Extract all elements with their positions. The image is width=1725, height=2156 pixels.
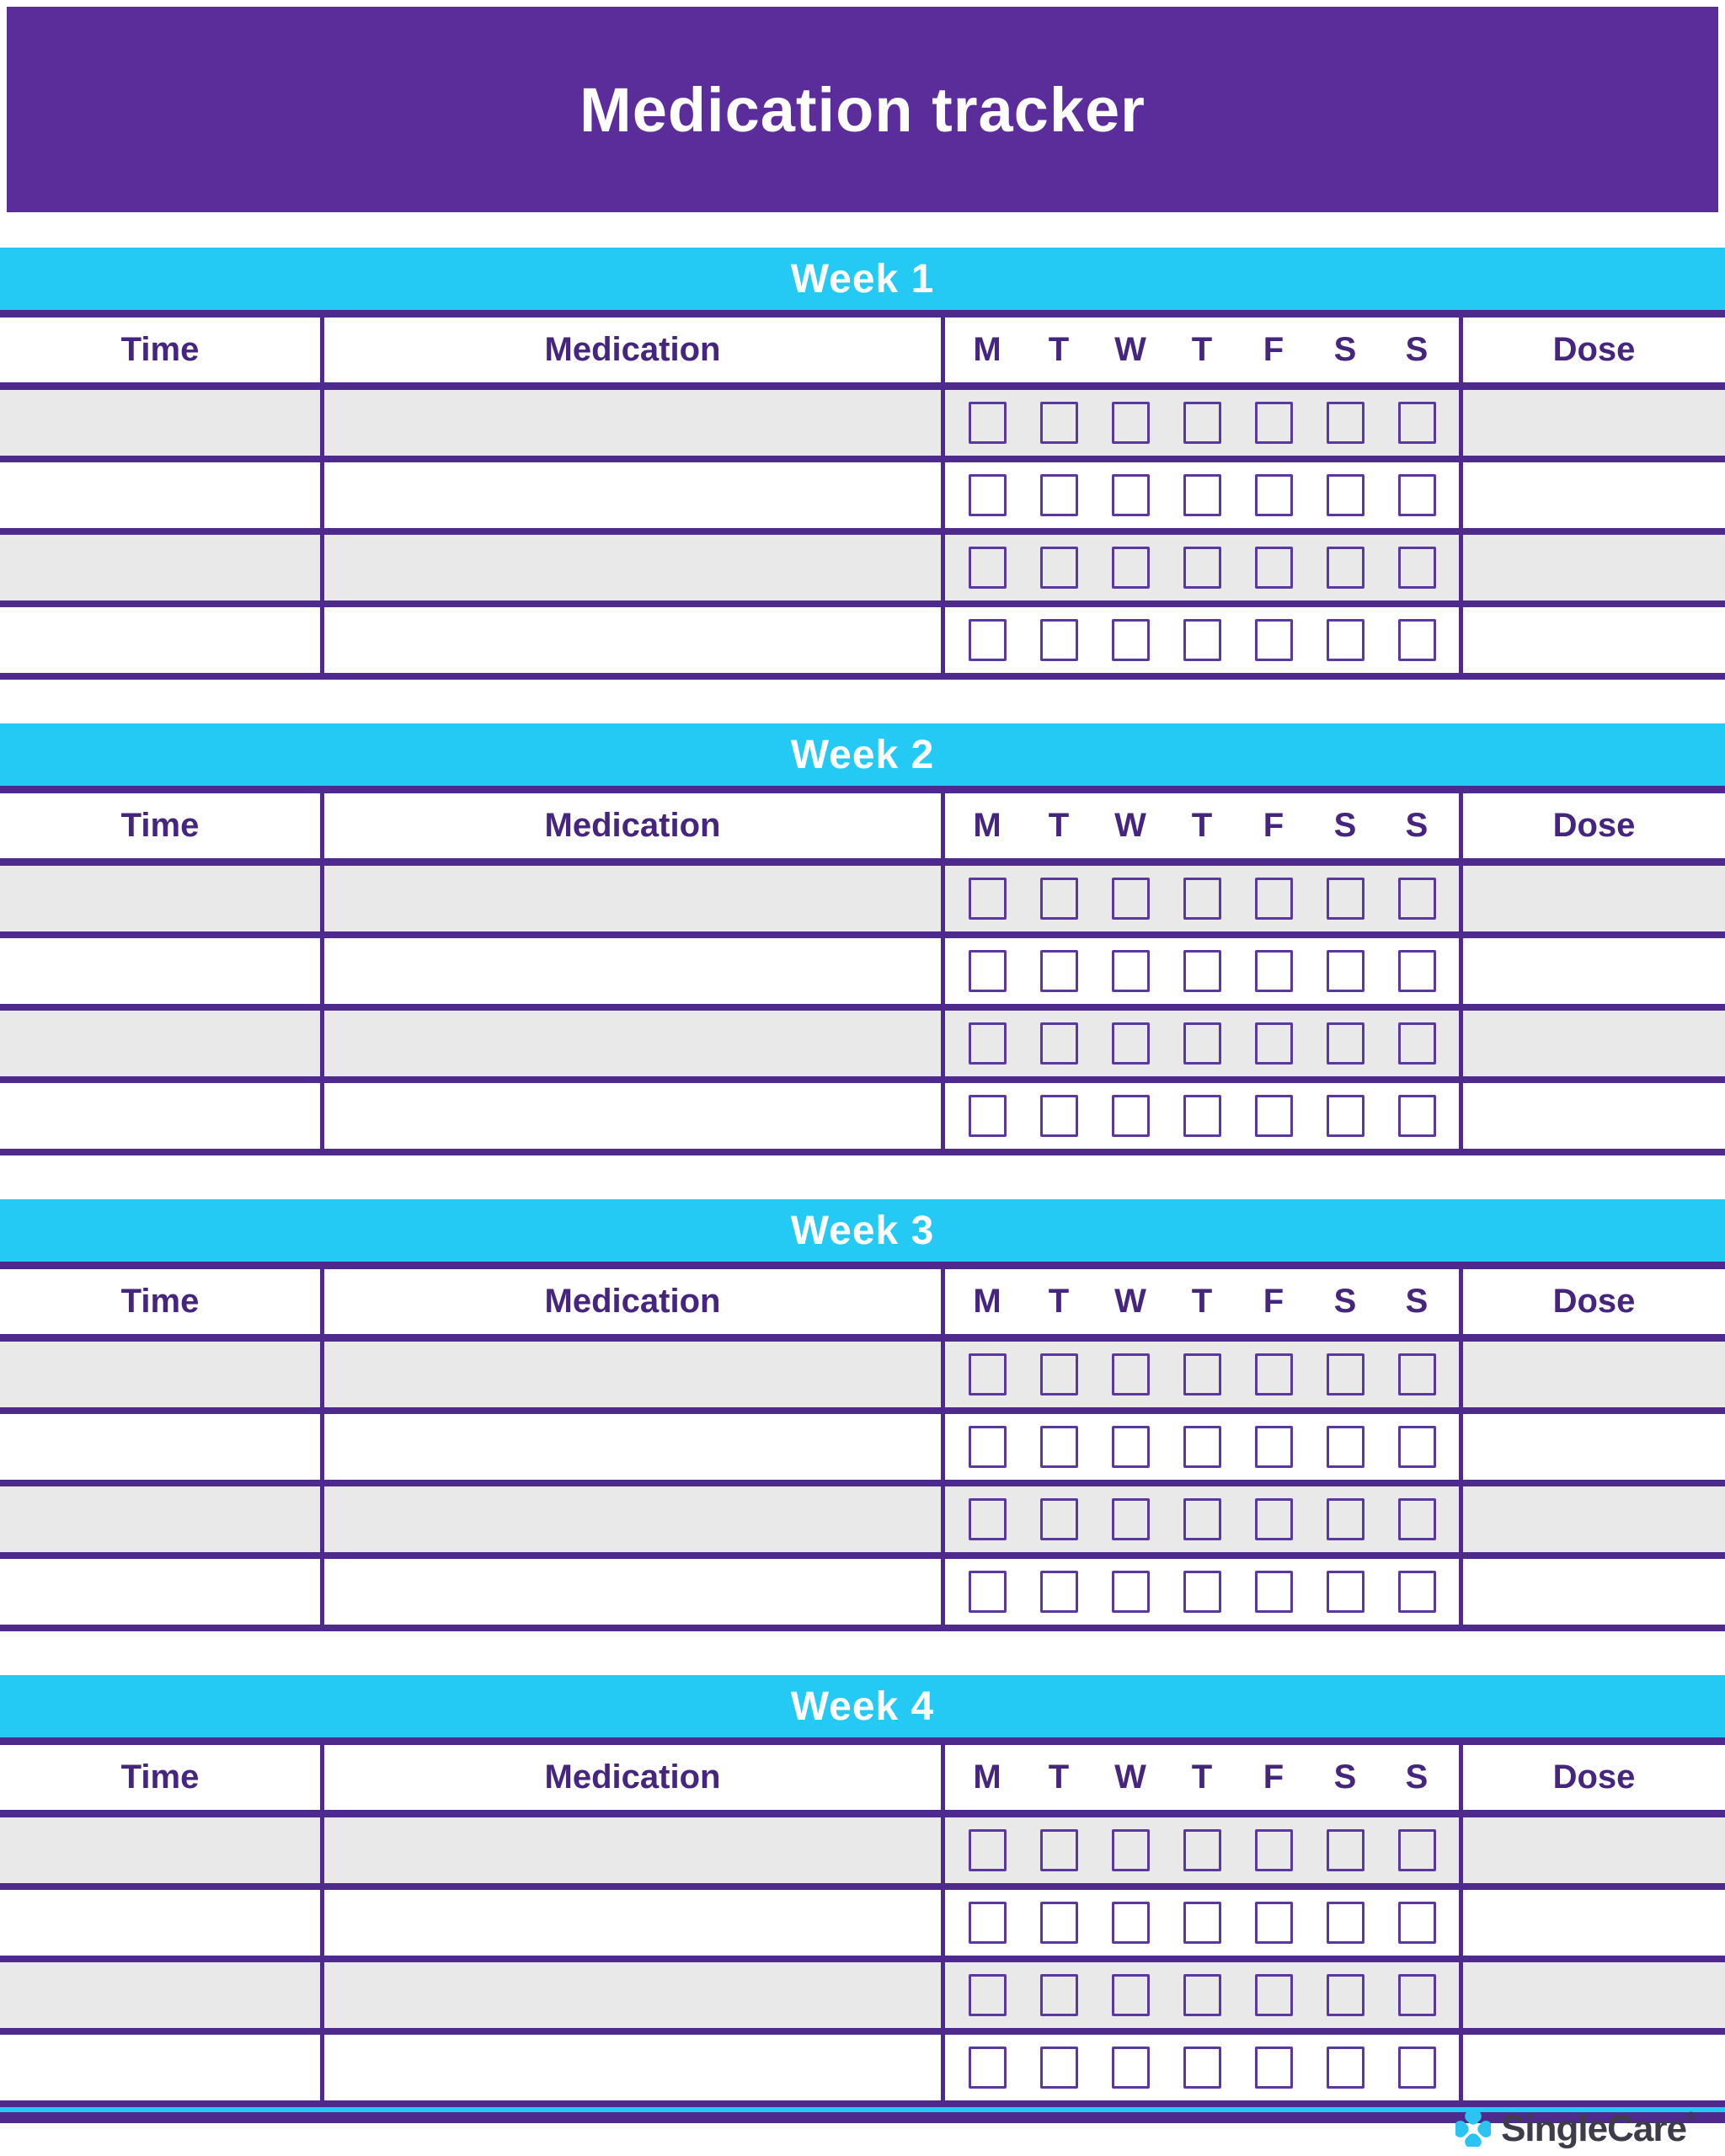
day-checkboxes — [945, 1095, 1459, 1137]
medication-input-cell[interactable] — [324, 1083, 945, 1149]
day-checkbox[interactable] — [1112, 474, 1150, 516]
dose-input-cell[interactable] — [1463, 1817, 1725, 1883]
registered-trademark: ® — [1685, 2110, 1695, 2124]
day-checkbox[interactable] — [1327, 2047, 1365, 2089]
day-checkbox[interactable] — [1112, 547, 1150, 589]
day-checkbox[interactable] — [1112, 1095, 1150, 1137]
day-checkbox[interactable] — [1398, 2047, 1436, 2089]
day-checkbox[interactable] — [1112, 1829, 1150, 1871]
dose-input-cell[interactable] — [1463, 2035, 1725, 2100]
day-checkbox[interactable] — [1183, 2047, 1221, 2089]
day-checkbox[interactable] — [1183, 1095, 1221, 1137]
day-checkbox[interactable] — [1112, 1426, 1150, 1468]
day-checkboxes-cell — [945, 1486, 1463, 1552]
day-letters-header — [945, 1269, 1463, 1334]
table-row — [0, 1559, 1725, 1631]
day-checkbox[interactable] — [1040, 1974, 1078, 2016]
day-checkboxes — [945, 1902, 1459, 1944]
day-checkboxes — [945, 1022, 1459, 1065]
brand-wordmark: SingleCare — [1501, 2108, 1686, 2149]
page-title: Medication tracker — [579, 74, 1146, 145]
day-letter: F — [1263, 807, 1284, 844]
day-checkbox[interactable] — [1327, 402, 1365, 444]
day-checkbox[interactable] — [1398, 619, 1436, 661]
dose-input-cell[interactable] — [1463, 607, 1725, 673]
medication-input-cell[interactable] — [324, 1342, 945, 1407]
day-letters-header — [945, 1745, 1463, 1810]
day-checkboxes-cell — [945, 1559, 1463, 1625]
table-row — [0, 1414, 1725, 1486]
day-checkbox[interactable] — [1183, 619, 1221, 661]
day-checkboxes-cell — [945, 1414, 1463, 1480]
day-checkbox[interactable] — [1398, 1974, 1436, 2016]
weeks-container — [0, 248, 1725, 2123]
day-checkboxes — [945, 1829, 1459, 1871]
dose-input-cell[interactable] — [1463, 938, 1725, 1004]
day-letter: W — [1114, 1758, 1146, 1796]
day-checkbox[interactable] — [1040, 1571, 1078, 1613]
medication-input-cell[interactable] — [324, 866, 945, 931]
day-checkbox[interactable] — [1040, 619, 1078, 661]
day-checkbox[interactable] — [1112, 1022, 1150, 1065]
table-row — [0, 2035, 1725, 2107]
day-checkbox[interactable] — [969, 474, 1007, 516]
week-section — [0, 723, 1725, 1155]
day-letter: M — [973, 807, 1001, 844]
time-input-cell[interactable] — [0, 1486, 324, 1552]
day-letters — [945, 1283, 1459, 1321]
day-checkbox[interactable] — [969, 878, 1007, 920]
day-checkbox[interactable] — [1112, 1571, 1150, 1613]
week-label: Week 3 — [790, 1208, 935, 1253]
day-checkbox[interactable] — [1327, 1571, 1365, 1613]
day-checkbox[interactable] — [1398, 878, 1436, 920]
day-letter: T — [1191, 807, 1213, 844]
day-checkbox[interactable] — [1255, 878, 1293, 920]
day-checkbox[interactable] — [1040, 1829, 1078, 1871]
day-checkbox[interactable] — [1327, 474, 1365, 516]
day-checkbox[interactable] — [1255, 547, 1293, 589]
dose-input-cell[interactable] — [1463, 1011, 1725, 1076]
time-column-header: Time — [0, 1269, 324, 1334]
day-checkbox[interactable] — [1255, 402, 1293, 444]
day-checkboxes — [945, 474, 1459, 516]
time-input-cell[interactable] — [0, 1962, 324, 2028]
dose-input-cell[interactable] — [1463, 1083, 1725, 1149]
day-checkbox[interactable] — [1255, 1974, 1293, 2016]
day-checkbox[interactable] — [1327, 1902, 1365, 1944]
dose-input-cell[interactable] — [1463, 390, 1725, 456]
time-input-cell[interactable] — [0, 462, 324, 528]
day-checkbox[interactable] — [1327, 547, 1365, 589]
week-label: Week 1 — [790, 256, 935, 302]
time-input-cell[interactable] — [0, 1342, 324, 1407]
day-checkbox[interactable] — [1040, 1498, 1078, 1540]
day-checkbox[interactable] — [1183, 1498, 1221, 1540]
day-checkboxes — [945, 950, 1459, 992]
day-letter: M — [973, 1758, 1001, 1796]
medication-input-cell[interactable] — [324, 1559, 945, 1625]
day-checkbox[interactable] — [1183, 1353, 1221, 1396]
day-checkbox[interactable] — [1398, 1829, 1436, 1871]
day-checkboxes-cell — [945, 1962, 1463, 2028]
day-letters-header — [945, 793, 1463, 858]
day-letter: S — [1333, 331, 1357, 368]
day-letters — [945, 807, 1459, 845]
day-letters-header — [945, 318, 1463, 382]
day-checkbox[interactable] — [1255, 2047, 1293, 2089]
day-checkboxes-cell — [945, 1083, 1463, 1149]
day-letters — [945, 331, 1459, 369]
day-checkbox[interactable] — [1327, 1022, 1365, 1065]
day-checkbox[interactable] — [969, 547, 1007, 589]
medication-input-cell[interactable] — [324, 2035, 945, 2100]
dose-input-cell[interactable] — [1463, 535, 1725, 600]
day-checkbox[interactable] — [1183, 547, 1221, 589]
day-checkboxes — [945, 547, 1459, 589]
day-checkbox[interactable] — [1398, 1095, 1436, 1137]
medication-input-cell[interactable] — [324, 1817, 945, 1883]
day-checkbox[interactable] — [1112, 619, 1150, 661]
day-checkbox[interactable] — [1398, 402, 1436, 444]
day-checkbox[interactable] — [1327, 1974, 1365, 2016]
day-checkbox[interactable] — [1040, 950, 1078, 992]
day-letter: T — [1048, 1758, 1070, 1796]
day-letter: S — [1333, 807, 1357, 844]
time-input-cell[interactable] — [0, 535, 324, 600]
day-checkbox[interactable] — [969, 950, 1007, 992]
day-checkbox[interactable] — [1255, 1498, 1293, 1540]
dose-column-header: Dose — [1552, 331, 1636, 368]
day-checkbox[interactable] — [969, 2047, 1007, 2089]
day-letter: S — [1405, 331, 1429, 368]
week-header-bar — [0, 248, 1725, 318]
day-checkbox[interactable] — [1183, 1829, 1221, 1871]
day-checkbox[interactable] — [1398, 1022, 1436, 1065]
table-row — [0, 1083, 1725, 1155]
day-letter: T — [1191, 1283, 1213, 1320]
day-checkbox[interactable] — [1040, 1022, 1078, 1065]
time-input-cell[interactable] — [0, 390, 324, 456]
week-section — [0, 1675, 1725, 2123]
day-checkbox[interactable] — [1255, 1829, 1293, 1871]
week-header-bar — [0, 1675, 1725, 1745]
day-checkbox[interactable] — [1183, 950, 1221, 992]
singlecare-logo-icon — [1455, 2111, 1491, 2147]
day-checkbox[interactable] — [1183, 1571, 1221, 1613]
day-checkbox[interactable] — [1398, 547, 1436, 589]
medication-column-header: Medication — [324, 1269, 945, 1334]
table-row — [0, 462, 1725, 535]
day-checkbox[interactable] — [1398, 950, 1436, 992]
week-header-bar — [0, 1199, 1725, 1269]
medication-column-header: Medication — [324, 1745, 945, 1810]
day-checkboxes-cell — [945, 390, 1463, 456]
day-checkbox[interactable] — [1183, 1974, 1221, 2016]
time-column-header: Time — [0, 793, 324, 858]
day-checkbox[interactable] — [1040, 547, 1078, 589]
table-header-row — [0, 1745, 1725, 1817]
day-checkboxes — [945, 619, 1459, 661]
day-checkbox[interactable] — [1327, 950, 1365, 992]
day-checkbox[interactable] — [1112, 2047, 1150, 2089]
table-header-row — [0, 318, 1725, 390]
week-label: Week 4 — [790, 1684, 935, 1729]
day-checkbox[interactable] — [1255, 619, 1293, 661]
day-checkbox[interactable] — [1183, 402, 1221, 444]
day-checkbox[interactable] — [969, 1974, 1007, 2016]
table-row — [0, 1817, 1725, 1890]
week-label: Week 2 — [790, 732, 935, 777]
day-checkbox[interactable] — [1255, 1902, 1293, 1944]
table-row — [0, 1962, 1725, 2035]
day-checkbox[interactable] — [1040, 878, 1078, 920]
day-checkboxes — [945, 1353, 1459, 1396]
week-table — [0, 318, 1725, 680]
day-letter: S — [1405, 1758, 1429, 1796]
day-checkbox[interactable] — [969, 1353, 1007, 1396]
dose-column-header: Dose — [1552, 1758, 1636, 1796]
day-checkbox[interactable] — [1040, 474, 1078, 516]
medication-input-cell[interactable] — [324, 535, 945, 600]
day-letters — [945, 1758, 1459, 1796]
day-checkbox[interactable] — [1398, 1571, 1436, 1613]
day-checkbox[interactable] — [1327, 1498, 1365, 1540]
day-checkbox[interactable] — [969, 619, 1007, 661]
medication-input-cell[interactable] — [324, 1011, 945, 1076]
table-row — [0, 1890, 1725, 1962]
medication-input-cell[interactable] — [324, 1890, 945, 1956]
day-checkboxes-cell — [945, 607, 1463, 673]
day-letter: F — [1263, 331, 1284, 368]
day-letter: S — [1333, 1283, 1357, 1320]
day-checkbox[interactable] — [969, 1571, 1007, 1613]
day-checkboxes-cell — [945, 866, 1463, 931]
day-checkbox[interactable] — [1112, 402, 1150, 444]
table-row — [0, 535, 1725, 607]
day-checkbox[interactable] — [1327, 619, 1365, 661]
day-checkbox[interactable] — [969, 1498, 1007, 1540]
day-checkbox[interactable] — [1327, 1095, 1365, 1137]
day-checkboxes-cell — [945, 1342, 1463, 1407]
day-checkbox[interactable] — [1327, 1829, 1365, 1871]
table-header-row — [0, 1269, 1725, 1342]
time-input-cell[interactable] — [0, 938, 324, 1004]
day-checkbox[interactable] — [1040, 2047, 1078, 2089]
time-input-cell[interactable] — [0, 1817, 324, 1883]
dose-input-cell[interactable] — [1463, 1962, 1725, 2028]
week-table — [0, 1269, 1725, 1631]
dose-input-cell[interactable] — [1463, 1414, 1725, 1480]
day-checkbox[interactable] — [1255, 1022, 1293, 1065]
day-checkboxes — [945, 1426, 1459, 1468]
time-column-header: Time — [0, 1745, 324, 1810]
day-checkbox[interactable] — [1255, 1095, 1293, 1137]
dose-input-cell[interactable] — [1463, 1486, 1725, 1552]
day-checkbox[interactable] — [1183, 474, 1221, 516]
day-checkbox[interactable] — [1183, 878, 1221, 920]
time-column-header: Time — [0, 318, 324, 382]
week-section — [0, 1199, 1725, 1631]
medication-input-cell[interactable] — [324, 938, 945, 1004]
day-letter: S — [1333, 1758, 1357, 1796]
day-checkbox[interactable] — [969, 1095, 1007, 1137]
dose-column-header: Dose — [1552, 807, 1636, 844]
day-checkboxes-cell — [945, 938, 1463, 1004]
day-letter: T — [1048, 331, 1070, 368]
medication-input-cell[interactable] — [324, 1486, 945, 1552]
medication-input-cell[interactable] — [324, 607, 945, 673]
day-checkboxes-cell — [945, 462, 1463, 528]
day-letter: S — [1405, 1283, 1429, 1320]
medication-column-header: Medication — [324, 793, 945, 858]
day-checkbox[interactable] — [1183, 1426, 1221, 1468]
day-checkboxes — [945, 402, 1459, 444]
day-checkbox[interactable] — [1112, 1974, 1150, 2016]
day-checkbox[interactable] — [1398, 1902, 1436, 1944]
day-checkboxes — [945, 1571, 1459, 1613]
day-checkboxes-cell — [945, 1817, 1463, 1883]
time-input-cell[interactable] — [0, 866, 324, 931]
table-row — [0, 866, 1725, 938]
table-row — [0, 1486, 1725, 1559]
day-checkboxes-cell — [945, 1011, 1463, 1076]
day-checkbox[interactable] — [969, 1426, 1007, 1468]
day-checkbox[interactable] — [1040, 1902, 1078, 1944]
day-checkboxes — [945, 1498, 1459, 1540]
day-checkbox[interactable] — [1398, 1498, 1436, 1540]
day-letter: W — [1114, 807, 1146, 844]
table-header-row — [0, 793, 1725, 866]
week-table — [0, 793, 1725, 1155]
dose-column-header: Dose — [1552, 1283, 1636, 1320]
table-row — [0, 390, 1725, 462]
medication-input-cell[interactable] — [324, 462, 945, 528]
dose-input-cell[interactable] — [1463, 1890, 1725, 1956]
week-header-bar — [0, 723, 1725, 793]
day-checkbox[interactable] — [1112, 1498, 1150, 1540]
day-checkbox[interactable] — [969, 1829, 1007, 1871]
medication-input-cell[interactable] — [324, 390, 945, 456]
day-letter: T — [1048, 807, 1070, 844]
table-row — [0, 1011, 1725, 1083]
day-checkboxes — [945, 878, 1459, 920]
day-checkbox[interactable] — [1040, 402, 1078, 444]
day-checkbox[interactable] — [1255, 474, 1293, 516]
day-checkbox[interactable] — [1255, 1571, 1293, 1613]
table-row — [0, 607, 1725, 680]
brand-name — [1501, 2108, 1695, 2149]
day-checkbox[interactable] — [1327, 1426, 1365, 1468]
day-checkbox[interactable] — [1398, 474, 1436, 516]
dose-input-cell[interactable] — [1463, 866, 1725, 931]
day-letter: F — [1263, 1758, 1284, 1796]
dose-input-cell[interactable] — [1463, 1342, 1725, 1407]
dose-input-cell[interactable] — [1463, 462, 1725, 528]
day-checkboxes — [945, 1974, 1459, 2016]
day-checkbox[interactable] — [969, 402, 1007, 444]
day-checkboxes-cell — [945, 1890, 1463, 1956]
day-letter: T — [1048, 1283, 1070, 1320]
day-letter: M — [973, 331, 1001, 368]
day-letter: F — [1263, 1283, 1284, 1320]
time-input-cell[interactable] — [0, 1083, 324, 1149]
day-checkbox[interactable] — [1040, 1353, 1078, 1396]
time-input-cell[interactable] — [0, 1890, 324, 1956]
title-banner — [7, 7, 1718, 212]
day-checkboxes-cell — [945, 2035, 1463, 2100]
medication-input-cell[interactable] — [324, 1962, 945, 2028]
day-checkbox[interactable] — [1183, 1022, 1221, 1065]
day-checkboxes — [945, 2047, 1459, 2089]
day-letter: W — [1114, 1283, 1146, 1320]
day-checkbox[interactable] — [1112, 950, 1150, 992]
week-table — [0, 1745, 1725, 2123]
day-checkbox[interactable] — [1040, 1426, 1078, 1468]
day-letter: W — [1114, 331, 1146, 368]
week-section — [0, 248, 1725, 680]
day-checkbox[interactable] — [1398, 1426, 1436, 1468]
table-row — [0, 1342, 1725, 1414]
day-letter: M — [973, 1283, 1001, 1320]
day-checkbox[interactable] — [1255, 1426, 1293, 1468]
day-checkboxes-cell — [945, 535, 1463, 600]
day-checkbox[interactable] — [1112, 1902, 1150, 1944]
table-row — [0, 938, 1725, 1011]
day-checkbox[interactable] — [1183, 1902, 1221, 1944]
day-checkbox[interactable] — [1255, 950, 1293, 992]
day-letter: S — [1405, 807, 1429, 844]
medication-input-cell[interactable] — [324, 1414, 945, 1480]
day-checkbox[interactable] — [1398, 1353, 1436, 1396]
day-checkbox[interactable] — [1040, 1095, 1078, 1137]
medication-column-header: Medication — [324, 318, 945, 382]
day-checkbox[interactable] — [1112, 1353, 1150, 1396]
time-input-cell[interactable] — [0, 1559, 324, 1625]
time-input-cell[interactable] — [0, 2035, 324, 2100]
day-checkbox[interactable] — [969, 1022, 1007, 1065]
time-input-cell[interactable] — [0, 607, 324, 673]
day-checkbox[interactable] — [1255, 1353, 1293, 1396]
dose-input-cell[interactable] — [1463, 1559, 1725, 1625]
day-letter: T — [1191, 1758, 1213, 1796]
day-checkbox[interactable] — [1327, 878, 1365, 920]
footer — [1455, 2108, 1695, 2149]
day-checkbox[interactable] — [1112, 878, 1150, 920]
time-input-cell[interactable] — [0, 1414, 324, 1480]
day-letter: T — [1191, 331, 1213, 368]
day-checkbox[interactable] — [1327, 1353, 1365, 1396]
time-input-cell[interactable] — [0, 1011, 324, 1076]
day-checkbox[interactable] — [969, 1902, 1007, 1944]
